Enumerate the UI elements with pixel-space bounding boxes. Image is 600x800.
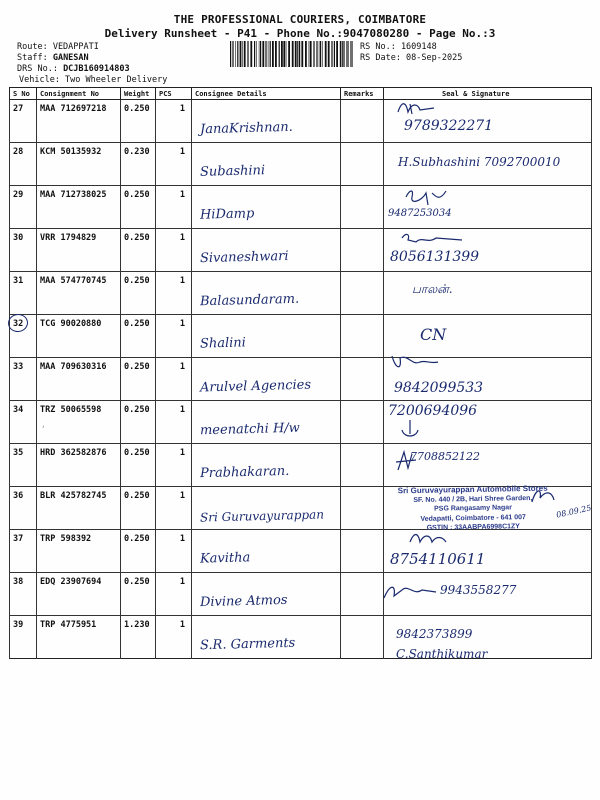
cell-consignee <box>192 530 341 573</box>
cell-consignee <box>192 487 341 530</box>
barcode-bar <box>343 41 344 67</box>
barcode-bar <box>256 41 257 67</box>
col-header-weight: Weight <box>121 88 156 100</box>
cell-pcs: 1 <box>156 444 192 487</box>
barcode-bar <box>265 41 266 67</box>
barcode-bar <box>270 41 271 67</box>
barcode-bar <box>292 41 294 67</box>
barcode-bar <box>310 41 312 67</box>
barcode-bar <box>268 41 269 67</box>
consignee-handwriting: Shalini <box>199 335 247 352</box>
cell-consignee <box>192 616 341 659</box>
cell-consignment: TRP 598392 <box>37 530 121 573</box>
cell-consignee <box>192 401 341 444</box>
col-header-sno: S No <box>10 88 37 100</box>
runsheet-table <box>9 87 592 659</box>
barcode-bar <box>288 41 290 67</box>
col-header-pcs: PCS <box>156 88 192 100</box>
barcode-bar <box>259 41 260 67</box>
table-row <box>10 616 592 659</box>
signature-handwriting: பாலன். <box>412 282 453 296</box>
sno-text: 32 <box>13 319 24 329</box>
cell-weight: 0.250 <box>121 573 156 616</box>
cell-weight: 0.250 <box>121 444 156 487</box>
stamp-line-3: PSG Rangasamy Nagar <box>434 504 512 513</box>
cell-consignment: BLR 425782745 <box>37 487 121 530</box>
stamp-line-1: Sri Guruvayurappan Automobile Stores <box>397 483 548 496</box>
barcode-bar <box>334 41 335 67</box>
cell-consignment: TRZ 50065598 <box>37 401 121 444</box>
consignee-handwriting: HiDamp <box>199 206 255 223</box>
signature-scribble <box>390 98 450 118</box>
barcode-bar <box>301 41 303 67</box>
cell-consignment: EDQ 23907694 <box>37 573 121 616</box>
barcode-bar <box>272 41 274 67</box>
barcode-bar <box>348 41 349 67</box>
cell-consignee <box>192 186 341 229</box>
cell-remarks <box>341 573 384 616</box>
cell-consignment: MAA 709630316 <box>37 358 121 401</box>
cell-pcs: 1 <box>156 616 192 659</box>
consignee-handwriting: Arulvel Agencies <box>199 377 312 396</box>
staff-name: GANESAN <box>52 53 89 63</box>
barcode-bar <box>320 41 321 67</box>
rs-date: RS Date: 08-Sep-2025 <box>360 53 463 63</box>
cell-sno: 33 <box>10 358 37 401</box>
cell-weight: 1.230 <box>121 616 156 659</box>
cell-signature <box>384 616 592 659</box>
table-row <box>10 100 592 143</box>
cell-weight: 0.250 <box>121 229 156 272</box>
col-header-remarks: Remarks <box>341 88 384 100</box>
cell-sno: 29 <box>10 186 37 229</box>
cell-pcs: 1 <box>156 358 192 401</box>
barcode-bar <box>275 41 277 67</box>
signature-scribble <box>400 187 460 211</box>
consignee-handwriting: Kavitha <box>199 550 251 567</box>
cell-remarks <box>341 444 384 487</box>
cell-pcs: 1 <box>156 229 192 272</box>
barcode-bar <box>254 41 255 67</box>
drs-number: DCJB160914803 <box>63 64 130 74</box>
cell-sno: 39 <box>10 616 37 659</box>
consignee-handwriting: meenatchi H/w <box>199 420 301 439</box>
cell-pcs: 1 <box>156 100 192 143</box>
barcode-bar <box>244 41 246 67</box>
cell-signature <box>384 143 592 186</box>
company-title: THE PROFESSIONAL COURIERS, COIMBATORE <box>173 13 427 26</box>
barcode-bar <box>247 41 248 67</box>
consignee-handwriting: Sivaneshwari <box>199 248 289 267</box>
cell-consignment: TRP 4775951 <box>37 616 121 659</box>
signature-scribble <box>392 230 472 248</box>
consignee-handwriting: Balasundaram. <box>199 291 300 310</box>
col-header-consignment: Consignment No <box>37 88 121 100</box>
signature-scribble <box>406 528 456 550</box>
table-row <box>10 186 592 229</box>
table-row <box>10 444 592 487</box>
cell-weight: 0.250 <box>121 487 156 530</box>
barcode-bar <box>313 41 314 67</box>
table-row <box>10 530 592 573</box>
barcode <box>229 41 355 67</box>
cell-sno: 31 <box>10 272 37 315</box>
table-row <box>10 272 592 315</box>
cell-pcs: 1 <box>156 315 192 358</box>
table-row <box>10 315 592 358</box>
barcode-bar <box>297 41 298 67</box>
barcode-bar <box>295 41 297 67</box>
barcode-bar <box>342 41 343 67</box>
signature-scribble <box>380 580 440 604</box>
signature-handwriting: 7708852122 <box>410 450 480 463</box>
table-row <box>10 487 592 530</box>
cell-sno: 36 <box>10 487 37 530</box>
cell-consignment: MAA 712738025 <box>37 186 121 229</box>
signature-handwriting: CN <box>420 325 447 344</box>
cell-sno: 28 <box>10 143 37 186</box>
barcode-bar <box>331 41 332 67</box>
signature-handwriting: 7200694096 <box>388 403 478 419</box>
signature-handwriting: 9487253034 <box>388 208 452 219</box>
consignee-handwriting: JanaKrishnan. <box>199 119 294 138</box>
cell-sno <box>10 315 37 358</box>
circle-mark <box>7 313 29 334</box>
cell-pcs: 1 <box>156 573 192 616</box>
cell-remarks <box>341 272 384 315</box>
barcode-bar <box>322 41 323 67</box>
stamp-line-2: SF. No. 440 / 2B, Hari Shree Garden, <box>413 494 533 504</box>
table-row <box>10 229 592 272</box>
signature-handwriting: 9943558277 <box>440 583 517 597</box>
barcode-bar <box>340 41 341 67</box>
drs-line <box>17 64 130 74</box>
cell-consignee <box>192 358 341 401</box>
cell-remarks <box>341 487 384 530</box>
cell-pcs: 1 <box>156 487 192 530</box>
cell-consignee <box>192 143 341 186</box>
barcode-bar <box>325 41 327 67</box>
cell-weight: 0.230 <box>121 143 156 186</box>
barcode-bar <box>336 41 338 67</box>
barcode-bar <box>262 41 264 67</box>
cell-pcs: 1 <box>156 186 192 229</box>
barcode-bar <box>235 41 236 67</box>
cell-weight: 0.250 <box>121 401 156 444</box>
barcode-bar <box>309 41 310 67</box>
barcode-bar <box>352 41 353 67</box>
signature-scribble <box>396 418 426 440</box>
signature-handwriting: 9842373899 C.Santhikumar <box>396 627 488 661</box>
route-label: Route: VEDAPPATI <box>17 42 99 52</box>
cell-remarks <box>341 530 384 573</box>
signature-scribble <box>528 484 558 506</box>
runsheet-subtitle: Delivery Runsheet - P41 - Phone No.:9047080280 - Page No.:3 <box>104 27 496 40</box>
cell-consignment: VRR 1794829 <box>37 229 121 272</box>
cell-sno: 37 <box>10 530 37 573</box>
cell-consignee <box>192 229 341 272</box>
barcode-bar <box>240 41 242 67</box>
barcode-bar <box>319 41 320 67</box>
table-row <box>10 358 592 401</box>
cell-signature <box>384 272 592 315</box>
cell-sno: 35 <box>10 444 37 487</box>
table-row <box>10 143 592 186</box>
consignee-handwriting: Prabhakaran. <box>199 463 290 482</box>
cell-remarks <box>341 143 384 186</box>
barcode-bar <box>279 41 280 67</box>
cell-consignment: HRD 362582876 <box>37 444 121 487</box>
cell-consignee <box>192 573 341 616</box>
cell-sno: 27 <box>10 100 37 143</box>
cell-weight: 0.250 <box>121 358 156 401</box>
barcode-bar <box>237 41 238 67</box>
cell-consignee <box>192 100 341 143</box>
cell-weight: 0.250 <box>121 100 156 143</box>
staff-line <box>17 53 89 63</box>
barcode-bar <box>281 41 283 67</box>
cell-sno: 30 <box>10 229 37 272</box>
signature-scribble <box>392 448 422 474</box>
col-header-consignee: Consignee Details <box>192 88 341 100</box>
cell-weight: 0.250 <box>121 272 156 315</box>
cell-remarks <box>341 100 384 143</box>
barcode-bar <box>299 41 300 67</box>
consignee-handwriting: S.R. Garments <box>199 635 296 654</box>
cell-sno: 34 <box>10 401 37 444</box>
cell-remarks <box>341 358 384 401</box>
cell-consignment: KCM 50135932 <box>37 143 121 186</box>
stray-mark: , <box>41 420 46 429</box>
col-header-signature: Seal & Signature <box>384 88 592 100</box>
cell-sno: 38 <box>10 573 37 616</box>
signature-handwriting: H.Subhashini 7092700010 <box>398 155 561 169</box>
cell-pcs: 1 <box>156 272 192 315</box>
cell-pcs: 1 <box>156 401 192 444</box>
barcode-bar <box>286 41 287 67</box>
barcode-bar <box>346 41 347 67</box>
cell-consignee <box>192 315 341 358</box>
barcode-bar <box>283 41 285 67</box>
cell-consignee <box>192 444 341 487</box>
rs-number: RS No.: 1609148 <box>360 42 437 52</box>
cell-remarks <box>341 616 384 659</box>
signature-date: 08.09.25 <box>555 503 593 520</box>
cell-weight: 0.250 <box>121 186 156 229</box>
staff-label: Staff: <box>17 53 53 63</box>
signature-handwriting: 9789322271 <box>404 118 494 134</box>
table-row <box>10 401 592 444</box>
consignee-handwriting: Sri Guruvayurappan <box>199 507 325 525</box>
consignee-handwriting: Subashini <box>199 163 266 180</box>
barcode-bar <box>328 41 330 67</box>
cell-consignment: MAA 574770745 <box>37 272 121 315</box>
vehicle-label: Vehicle: Two Wheeler Delivery <box>19 75 168 85</box>
cell-consignment: MAA 712697218 <box>37 100 121 143</box>
table-row <box>10 573 592 616</box>
drs-label: DRS No.: <box>17 64 64 74</box>
cell-consignee <box>192 272 341 315</box>
cell-remarks <box>341 186 384 229</box>
barcode-bar <box>351 41 352 67</box>
cell-weight: 0.250 <box>121 315 156 358</box>
cell-signature <box>384 483 593 532</box>
cell-remarks <box>341 315 384 358</box>
barcode-bar <box>316 41 317 67</box>
barcode-bar <box>350 41 351 67</box>
cell-weight: 0.250 <box>121 530 156 573</box>
signature-scribble <box>386 352 446 378</box>
table-header-row <box>10 88 592 100</box>
cell-consignment: TCG 90020880 <box>37 315 121 358</box>
barcode-bar <box>250 41 252 67</box>
signature-handwriting: 8754110611 <box>390 550 486 568</box>
cell-remarks <box>341 401 384 444</box>
barcode-bar <box>232 41 233 67</box>
barcode-bar <box>260 41 261 67</box>
cell-pcs: 1 <box>156 143 192 186</box>
stamp-line-4: Vedapatti, Coimbatore - 641 007 <box>420 513 526 523</box>
signature-handwriting: 8056131399 <box>390 249 480 265</box>
consignee-handwriting: Divine Atmos <box>199 592 288 611</box>
signature-handwriting: 9842099533 <box>394 380 484 396</box>
stamp-line-5: GSTIN : 33AABPA6998C1ZY <box>426 523 520 532</box>
barcode-bar <box>230 41 231 67</box>
barcode-bar <box>305 41 307 67</box>
barcode-bar <box>242 41 243 67</box>
cell-pcs: 1 <box>156 530 192 573</box>
cell-remarks <box>341 229 384 272</box>
